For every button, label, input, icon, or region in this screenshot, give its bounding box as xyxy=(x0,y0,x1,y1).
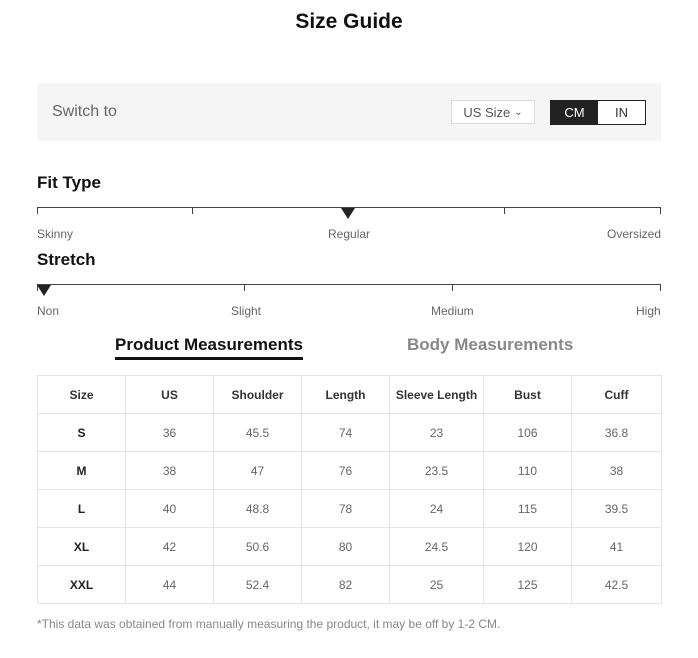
table-cell: 106 xyxy=(484,414,572,452)
table-cell: 78 xyxy=(302,490,390,528)
stretch-label-medium: Medium xyxy=(431,304,474,318)
table-cell: 41 xyxy=(572,528,662,566)
table-row xyxy=(38,452,662,490)
tab-body-measurements[interactable]: Body Measurements xyxy=(407,335,574,354)
table-cell: XXL xyxy=(38,566,126,604)
table-cell: 110 xyxy=(484,452,572,490)
stretch-label-non: Non xyxy=(37,304,60,318)
stretch-label-high: High xyxy=(636,304,661,318)
table-cell: S xyxy=(38,414,126,452)
table-cell: 47 xyxy=(214,452,302,490)
stretch-scale xyxy=(37,284,661,298)
tab-product-measurements[interactable]: Product Measurements xyxy=(115,335,303,360)
fit-label-skinny: Skinny xyxy=(37,227,74,241)
table-cell: 38 xyxy=(572,452,662,490)
fit-label-oversized: Oversized xyxy=(607,227,662,241)
column-header: Sleeve Length xyxy=(390,376,484,414)
table-cell: L xyxy=(38,490,126,528)
column-header: Length xyxy=(302,376,390,414)
size-system-value: US Size xyxy=(463,104,511,120)
table-row xyxy=(38,490,662,528)
table-cell: 80 xyxy=(302,528,390,566)
table-cell: 36 xyxy=(126,414,214,452)
stretch-title: Stretch xyxy=(37,250,96,269)
table-cell: 120 xyxy=(484,528,572,566)
table-cell: 42 xyxy=(126,528,214,566)
fit-type-scale xyxy=(37,207,661,221)
fit-label-regular: Regular xyxy=(328,227,371,241)
stretch-marker xyxy=(37,285,51,296)
page-title: Size Guide xyxy=(295,10,403,33)
table-cell: 45.5 xyxy=(214,414,302,452)
column-header: Size xyxy=(38,376,126,414)
table-cell: 25 xyxy=(390,566,484,604)
table-cell: XL xyxy=(38,528,126,566)
fit-type-marker xyxy=(341,208,355,219)
table-cell: 38 xyxy=(126,452,214,490)
table-cell: 74 xyxy=(302,414,390,452)
table-cell: 24 xyxy=(390,490,484,528)
table-row xyxy=(38,566,662,604)
table-cell: 39.5 xyxy=(572,490,662,528)
size-system-select[interactable] xyxy=(451,100,535,124)
table-header-row xyxy=(38,376,662,414)
table-cell: 50.6 xyxy=(214,528,302,566)
table-cell: 44 xyxy=(126,566,214,604)
column-header: Cuff xyxy=(572,376,662,414)
table-row xyxy=(38,528,662,566)
measurement-note: *This data was obtained from manually measuring the product, it may be off by 1-2 CM. xyxy=(37,617,501,631)
table-cell: 115 xyxy=(484,490,572,528)
column-header: US xyxy=(126,376,214,414)
table-cell: 36.8 xyxy=(572,414,662,452)
table-cell: 24.5 xyxy=(390,528,484,566)
table-row xyxy=(38,414,662,452)
column-header: Shoulder xyxy=(214,376,302,414)
table-cell: M xyxy=(38,452,126,490)
unit-switch-bar xyxy=(37,83,661,141)
table-cell: 52.4 xyxy=(214,566,302,604)
table-cell: 125 xyxy=(484,566,572,604)
table-cell: 48.8 xyxy=(214,490,302,528)
chevron-down-icon: ⌄ xyxy=(514,106,523,118)
table-cell: 23 xyxy=(390,414,484,452)
table-cell: 76 xyxy=(302,452,390,490)
table-cell: 40 xyxy=(126,490,214,528)
column-header: Bust xyxy=(484,376,572,414)
unit-toggle xyxy=(550,100,646,125)
table-cell: 82 xyxy=(302,566,390,604)
table-cell: 42.5 xyxy=(572,566,662,604)
unit-in-button[interactable]: IN xyxy=(615,105,628,120)
table-cell: 23.5 xyxy=(390,452,484,490)
stretch-label-slight: Slight xyxy=(231,304,262,318)
switch-label: Switch to xyxy=(52,103,117,120)
fit-type-title: Fit Type xyxy=(37,173,101,192)
unit-cm-button[interactable]: CM xyxy=(551,101,598,124)
size-table xyxy=(37,375,662,604)
